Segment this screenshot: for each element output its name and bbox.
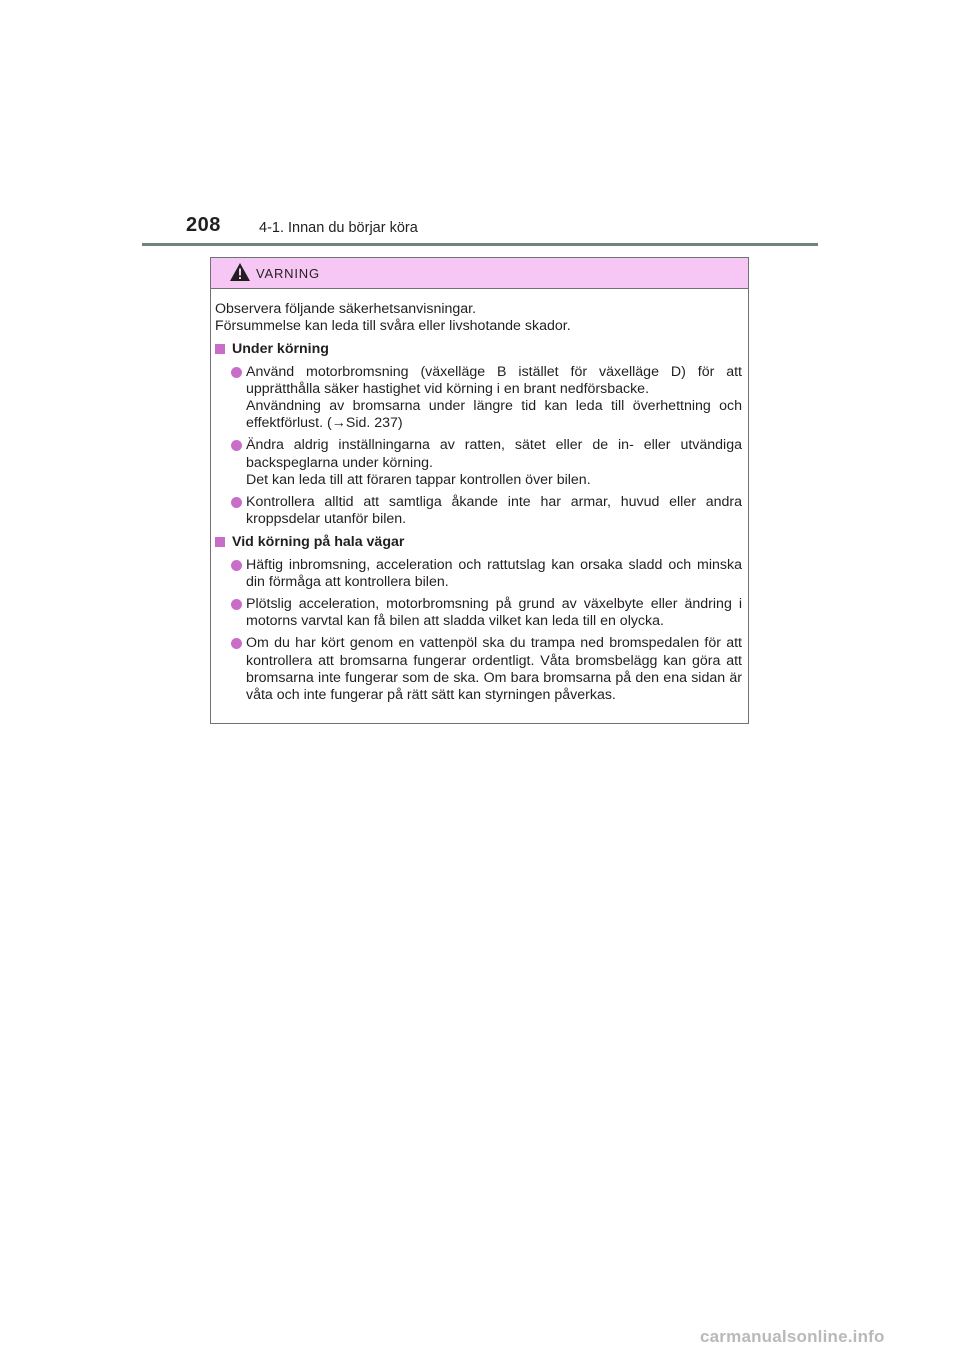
item-text: Kontrollera alltid att samtliga åkande inte har armar, huvud eller andra kroppsdelar utanför bilen. (246, 494, 742, 528)
item-text: Om du har kört genom en vattenpöl ska du trampa ned bromspedalen för att kontrollera att bromsarna fungerar ordentligt. Våta bromsbelägg kan göra att bromsarna inte fungerar som de ska. Om bara bromsarna på den ena sidan är våta och inte fungerar på rätt sätt kan styrningen påverkas. (246, 635, 742, 704)
list-item (215, 437, 742, 489)
circle-bullet-icon (231, 560, 242, 571)
list-item (215, 557, 742, 591)
item-text: Det kan leda till att föraren tappar kontrollen över bilen. (246, 471, 591, 488)
list-item (215, 364, 742, 433)
circle-bullet-icon (231, 638, 242, 649)
warning-triangle-icon (229, 262, 251, 282)
section-heading-text: Vid körning på hala vägar (232, 534, 405, 551)
page-number: 208 (186, 214, 221, 236)
section-hala-vagar (215, 534, 742, 704)
circle-bullet-icon (231, 599, 242, 610)
section-heading (215, 341, 742, 358)
intro-line: Observera följande säkerhetsanvisningar. (215, 301, 477, 317)
item-text: Plötslig acceleration, motorbromsning på grund av växelbyte eller ändring i motorns varvtal kan få bilen att sladda vilket kan leda till en olycka. (246, 596, 742, 630)
circle-bullet-icon (231, 440, 242, 451)
list-item (215, 596, 742, 630)
section-title: 4-1. Innan du börjar köra (259, 220, 418, 236)
circle-bullet-icon (231, 497, 242, 508)
square-bullet-icon (215, 537, 225, 547)
header-divider (142, 243, 818, 246)
item-text: Använd motorbromsning (växelläge B istället för växelläge D) för att upprätthålla säker hastighet vid körning i en brant nedförsbacke. (246, 363, 742, 397)
list-item (215, 494, 742, 528)
list-item (215, 635, 742, 704)
warning-box (210, 257, 749, 724)
square-bullet-icon (215, 344, 225, 354)
warning-body (211, 289, 748, 704)
item-text: Ändra aldrig inställningarna av ratten, sätet eller de in- eller utvändiga backspeglarna under körning. (246, 437, 742, 471)
item-text: Häftig inbromsning, acceleration och rattutslag kan orsaka sladd och minska din förmåga att kontrollera bilen. (246, 556, 742, 590)
item-text: Användning av bromsarna under längre tid kan leda till överhettning och effektförlust. (→Sid. 237) (246, 398, 742, 432)
section-under-korning (215, 341, 742, 528)
warning-intro (215, 301, 742, 335)
intro-line: Försummelse kan leda till svåra eller livshotande skador. (215, 318, 571, 335)
circle-bullet-icon (231, 367, 242, 378)
page-header (0, 0, 960, 250)
warning-header (211, 258, 748, 289)
section-heading (215, 534, 742, 551)
watermark: carmanualsonline.info (700, 1327, 885, 1346)
section-heading-text: Under körning (232, 341, 329, 358)
warning-label: VARNING (256, 266, 320, 281)
